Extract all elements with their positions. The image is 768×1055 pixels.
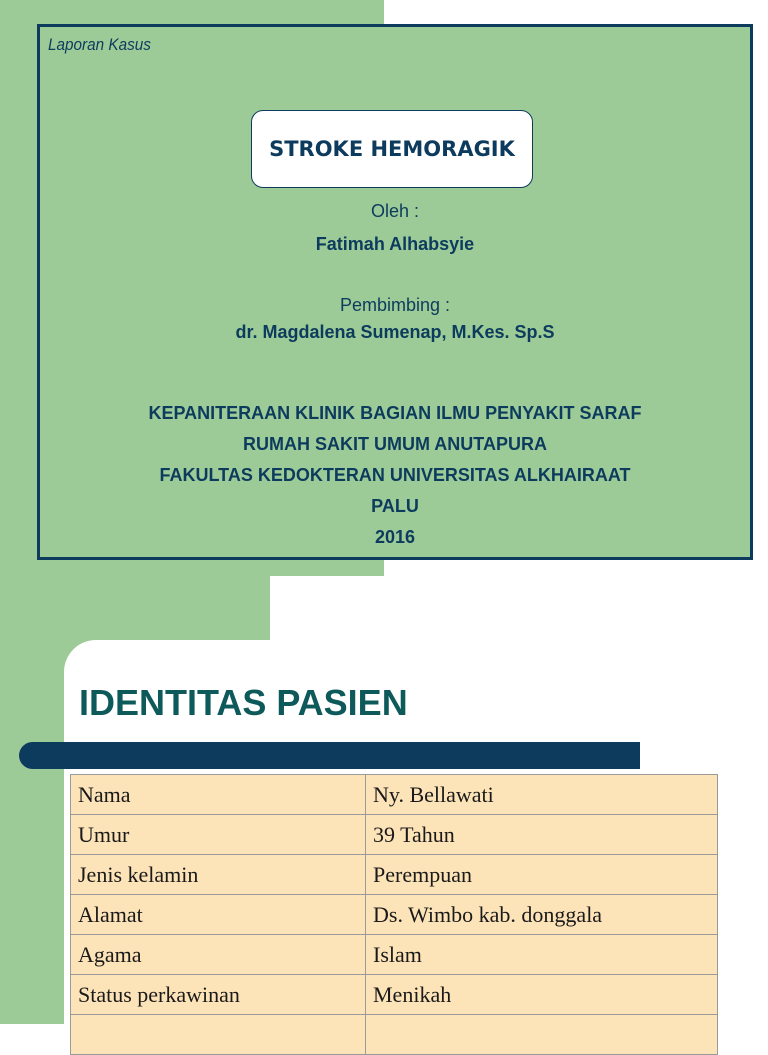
field-value: 39 Tahun	[366, 815, 718, 855]
author-label: Oleh :	[370, 201, 420, 221]
institution-city: PALU	[371, 496, 419, 516]
table-row	[71, 975, 718, 1015]
heading-underline-bar	[19, 742, 640, 769]
table-row	[71, 1015, 718, 1055]
table-row	[71, 895, 718, 935]
field-label: Alamat	[71, 895, 366, 935]
author-name: Fatimah Alhabsyie	[315, 234, 475, 254]
report-type-label: Laporan Kasus	[48, 35, 151, 54]
field-label: Jenis kelamin	[71, 855, 366, 895]
title-slide-frame	[37, 24, 753, 560]
field-label: Status perkawinan	[71, 975, 366, 1015]
supervisor-name: dr. Magdalena Sumenap, M.Kes. Sp.S	[235, 322, 555, 342]
field-value: Ds. Wimbo kab. donggala	[366, 895, 718, 935]
table-row	[71, 935, 718, 975]
section-heading: IDENTITAS PASIEN	[79, 682, 408, 723]
field-value: Perempuan	[366, 855, 718, 895]
institution-line: KEPANITERAAN KLINIK BAGIAN ILMU PENYAKIT SARAF	[148, 403, 642, 423]
field-value	[366, 1015, 718, 1055]
title-box	[251, 110, 533, 188]
patient-identity-table	[70, 774, 718, 1055]
table-row	[71, 775, 718, 815]
report-title: STROKE HEMORAGIK	[269, 137, 515, 161]
field-label: Agama	[71, 935, 366, 975]
table-row	[71, 815, 718, 855]
field-label	[71, 1015, 366, 1055]
field-label: Nama	[71, 775, 366, 815]
institution-line: RUMAH SAKIT UMUM ANUTAPURA	[243, 434, 547, 454]
supervisor-label: Pembimbing :	[339, 295, 451, 315]
field-value: Ny. Bellawati	[366, 775, 718, 815]
institution-line: FAKULTAS KEDOKTERAN UNIVERSITAS ALKHAIRAAT	[159, 465, 631, 485]
field-label: Umur	[71, 815, 366, 855]
table-row	[71, 855, 718, 895]
field-value: Islam	[366, 935, 718, 975]
field-value: Menikah	[366, 975, 718, 1015]
institution-year: 2016	[374, 527, 416, 547]
